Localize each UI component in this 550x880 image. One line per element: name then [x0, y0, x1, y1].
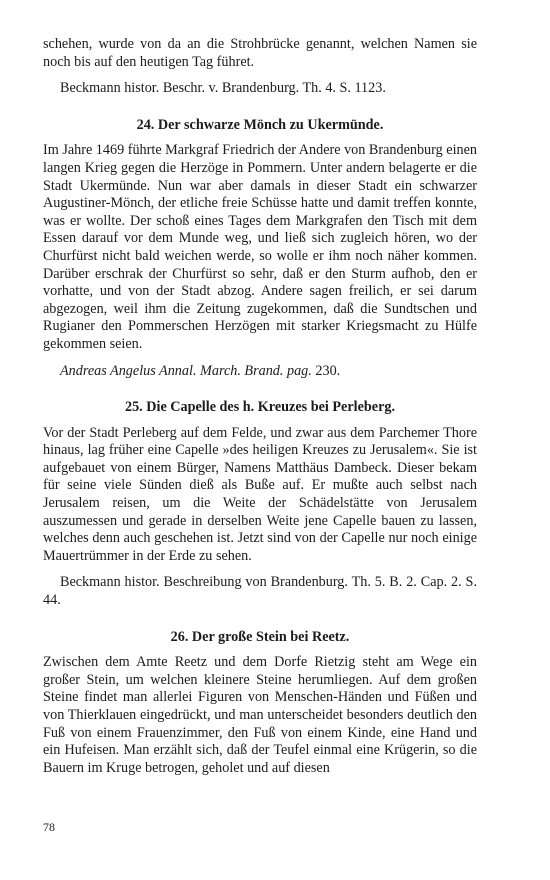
source-citation-page: 230. — [315, 362, 341, 379]
intro-paragraph: schehen, wurde von da an die Strohbrücke genannt, welchen Namen sie noch bis auf den heutigen Tag führet. — [43, 36, 477, 70]
source-citation: Beckmann histor. Beschr. v. Brandenburg. Th. 4. S. 1123. — [60, 80, 386, 97]
source-citation — [43, 363, 477, 381]
source-citation: Beckmann histor. Beschreibung von Brandenburg. Th. 5. B. 2. Cap. 2. S. 44. — [43, 574, 477, 609]
section-title: 25. Die Capelle des h. Kreuzes bei Perleberg. — [124, 399, 396, 416]
section-title: 24. Der schwarze Mönch zu Ukermünde. — [136, 116, 384, 133]
page-number: 78 — [43, 820, 55, 834]
page-content — [43, 36, 477, 777]
section-body: Im Jahre 1469 führte Markgraf Friedrich der Andere von Brandenburg einen langen Krieg gegen die Herzöge in Pommern. Unter andern belagerte er die Stadt Ukermünde. Nun war aber damals in dieser Stadt ein schwarzer Augustiner-Mönch, der etliche freie Schüsse hatte und damit treffen konnte, was er wollte. Der schoß eines Tages dem Markgrafen den Tisch mit dem Essen darauf vor dem Munde weg, und ließ sich zugleich hören, wo der Churfürst nicht bald weichen werde, so wolle er ihm noch näher kommen. Darüber erschrak der Churfürst so sehr, daß er den Sturm aufhob, den er vorhatte, und von der Stadt abzog. Andere sagen freilich, er sei darum abgezogen, weil ihm die Zeitung zugekommen, daß die Sundtschen und Rugianer den Pommerschen Herzögen mit starker Kriegsmacht zu Hülfe gekommen seien. — [43, 142, 477, 352]
source-citation-italic: Andreas Angelus Annal. March. Brand. pag. — [60, 362, 312, 379]
section-body: Vor der Stadt Perleberg auf dem Felde, und zwar aus dem Parchemer Thore hinaus, lag früher eine Capelle »des heiligen Kreuzes zu Jerusalem«. Sie ist aufgebauet von einem Bürger, Namens Matthäus Dambeck. Dieser bekam für seine viele Sünden dieß als Buße auf. Er mußte auch selbst nach Jerusalem reisen, um die Weite der Schädelstätte von Jerusalem auszumessen und gerade in derselben Weite jene Capelle bauen zu lassen, welches denn auch geschehen ist. Jetzt sind von der Capelle nur noch einige Mauertrümmer in der Erde zu sehen. — [43, 424, 477, 564]
section-title: 26. Der große Stein bei Reetz. — [170, 628, 350, 645]
section-body: Zwischen dem Amte Reetz und dem Dorfe Rietzig steht am Wege ein großer Stein, um welchen kleinere Steine herumliegen. Auf dem großen Steine findet man allerlei Figuren von Menschen-Händen und Füßen und von Thierklauen eingedrückt, und man unterscheidet besonders deutlich den Fuß von einem Frauenzimmer, den Fuß von einem Kinde, eine Hand und ein Hufeisen. Man erzählt sich, daß der Teufel einmal eine Krügerin, so die Bauern im Kruge betrogen, geholet und auf diesen — [43, 654, 477, 776]
